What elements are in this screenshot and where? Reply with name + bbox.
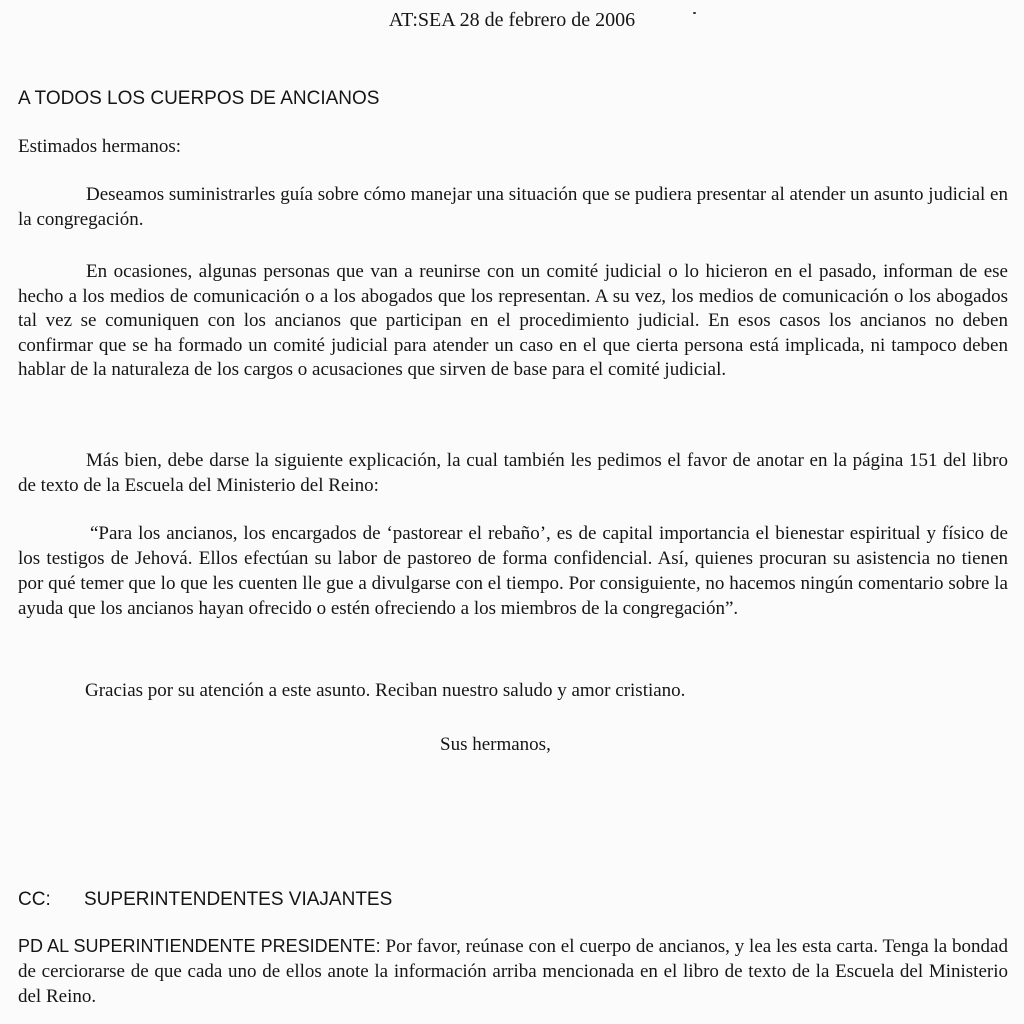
letter-addressee: A TODOS LOS CUERPOS DE ANCIANOS [18, 88, 380, 109]
carbon-copy-line [18, 888, 392, 912]
postscript [18, 934, 1008, 1009]
postscript-text: Por favor, reúnase con el cuerpo de ancianos, y lea les esta carta. Tenga la bondad de cerciorarse de que cada uno de ellos anote la información arriba mencionada en el libro de texto de la Escuela del Ministerio del Reino. [18, 936, 1008, 1007]
letter-signoff: Sus hermanos, [440, 734, 551, 755]
letter-salutation: Estimados hermanos: [18, 136, 182, 157]
cc-recipient: SUPERINTENDENTES VIAJANTES [84, 889, 393, 910]
scan-speck [693, 12, 696, 14]
postscript-label: PD AL SUPERINTIENDENTE PRESIDENTE: [18, 936, 381, 956]
quoted-explanation: “Para los ancianos, los encargados de ‘pastorear el rebaño’, es de capital importancia el bienestar espiritual y físico de los testigos de Jehová. Ellos efectúan su labor de pastoreo de forma confidencial. Así, quienes procuran su asistencia no tienen por qué temer que lo que les cuenten lle gue a divulgarse con el tiempo. Por consiguiente, no hacemos ningún comentario sobre la ayuda que los ancianos hayan ofrecido o estén ofreciendo a los miembros de la congregación”. [18, 523, 1008, 619]
paragraph-explanation: Más bien, debe darse la siguiente explicación, la cual también les pedimos el favor de anotar en la página 151 del libro de texto de la Escuela del Ministerio del Reino: [18, 450, 1008, 496]
letter-header-date: AT:SEA 28 de febrero de 2006 [388, 9, 636, 31]
letter-closing: Gracias por su atención a este asunto. Reciban nuestro saludo y amor cristiano. [85, 680, 686, 701]
paragraph-situation: En ocasiones, algunas personas que van a reunirse con un comité judicial o lo hicieron en el pasado, informan de ese hecho a los medios de comunicación o a los abogados que los representan. A su vez, los medios de comunicación o los abogados tal vez se comuniquen con los ancianos que participan en el procedimiento judicial. En esos casos los ancianos no deben confirmar que se ha formado un comité judicial para atender un caso en el que cierta persona está implicada, ni tampoco deben hablar de la naturaleza de los cargos o acusaciones que sirven de base para el comité judicial. [18, 261, 1008, 380]
cc-label: CC: [18, 889, 51, 910]
paragraph-guidance: Deseamos suministrarles guía sobre cómo manejar una situación que se pudiera presentar al atender un asunto judicial en la congregación. [18, 184, 1008, 230]
